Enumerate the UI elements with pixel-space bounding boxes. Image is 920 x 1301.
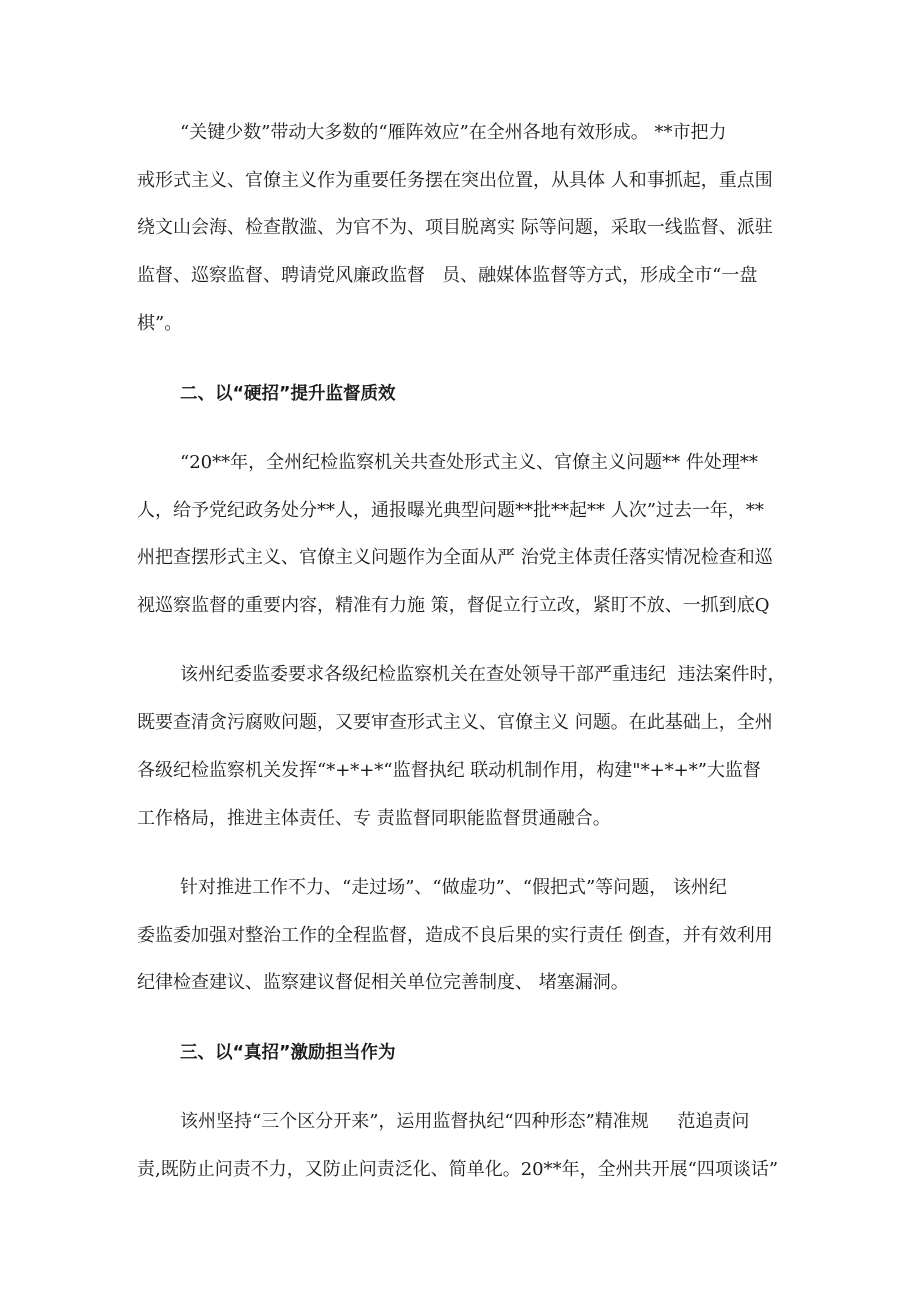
paragraph-line: 州把查摆形式主义、官僚主义问题作为全面从严 治党主体责任落实情况检查和巡: [137, 547, 773, 568]
paragraph-line: 视巡察监督的重要内容，精准有力施 策，督促立行立改，紧盯不放、一抓到底Q: [137, 595, 770, 616]
paragraph-line: 委监委加强对整治工作的全程监督，造成不良后果的实行责任 倒查，并有效利用: [137, 925, 773, 946]
paragraph-line: 针对推进工作不力、“走过场”、“做虚功”、“假把式”等问题， 该州纪: [180, 877, 727, 898]
paragraph-line: 该州纪委监委要求各级纪检监察机关在查处领导干部严重违纪 违法案件时，: [180, 664, 786, 685]
paragraph-line: 既要查清贪污腐败问题，又要审查形式主义、官僚主义 问题。在此基础上，全州: [137, 712, 773, 733]
paragraph-line: 各级纪检监察机关发挥“*+*+*“监督执纪 联动机制作用，构建"*+*+*”大监督: [137, 760, 761, 781]
paragraph-line: 人，给予党纪政务处分**人，通报曝光典型问题**批**起** 人次”过去一年，**: [137, 500, 764, 521]
paragraph-line: 监督、巡察监督、聘请党风廉政监督 员、融媒体监督等方式，形成全市“一盘: [137, 265, 758, 286]
paragraph-line: 戒形式主义、官僚主义作为重要任务摆在突出位置，从具体 人和事抓起，重点围: [137, 170, 773, 191]
paragraph-line: 工作格局，推进主体责任、专 责监督同职能监督贯通融合。: [137, 808, 611, 829]
paragraph-line: 该州坚持“三个区分开来”，运用监督执纪“四种形态”精准规 范追责问: [180, 1111, 750, 1132]
paragraph-line: “20**年，全州纪检监察机关共查处形式主义、官僚主义问题** 件处理**: [180, 452, 758, 473]
section-heading: 三、以“真招”激励担当作为: [180, 1043, 396, 1063]
paragraph-line: 绕文山会海、检查散滥、为官不为、项目脱离实 际等问题，采取一线监督、派驻: [137, 217, 773, 238]
paragraph-line: “关键少数”带动大多数的“雁阵效应”在全州各地有效形成。 **市把力: [180, 122, 727, 143]
paragraph-line: 责,既防止问责不力，又防止问责泛化、简单化。20**年，全州共开展“四项谈话”: [137, 1159, 779, 1180]
paragraph-line: 棋”。: [137, 313, 183, 334]
paragraph-line: 纪律检查建议、监察建议督促相关单位完善制度、 堵塞漏洞。: [137, 972, 629, 993]
section-heading: 二、以“硬招”提升监督质效: [180, 384, 396, 404]
